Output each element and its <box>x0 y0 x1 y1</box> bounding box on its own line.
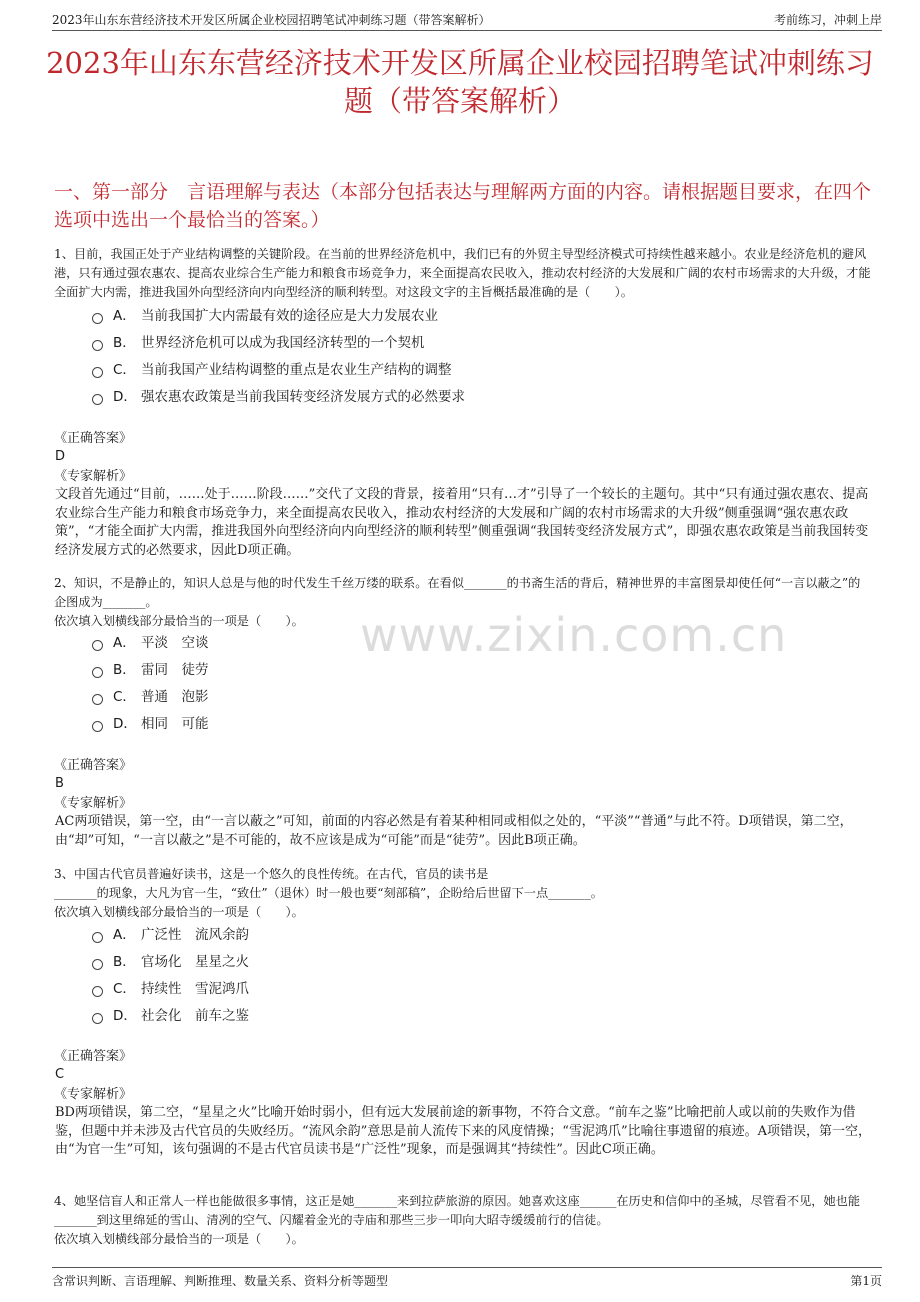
radio-icon[interactable] <box>92 959 103 970</box>
radio-icon[interactable] <box>92 694 103 705</box>
question-2-stem: 2、知识，不是静止的，知识人总是与他的时代发生千丝万缕的联系。在看似_______的书斋生活的背后，精神世界的丰富图景却使任何“一言以蔽之”的企图成为_______。 依次填入划横线部分最恰当的一项是（ ）。 <box>54 576 861 628</box>
question-3-option-d[interactable]: D． 社会化 前车之鉴 <box>92 1005 249 1027</box>
radio-icon[interactable] <box>92 721 103 732</box>
question-2-option-c[interactable]: C． 普通 泡影 <box>92 686 209 708</box>
question-1-stem: 1、目前，我国正处于产业结构调整的关键阶段。在当前的世界经济危机中，我们已有的外贸主导型经济模式可持续性越来越小。农业是经济危机的避风港，只有通过强农惠农、提高农业综合生产能力和粮食市场竞争力，来全面提高农民收入，推动农村经济的大发展和广阔的农村市场需求的大升级，才能全面扩大内需，推进我国外向型经济向内向型经济的顺利转型。对这段文字的主旨概括最准确的是（ ）。 <box>54 247 871 299</box>
document-title: 2023年山东东营经济技术开发区所属企业校园招聘笔试冲刺练习题（带答案解析） <box>46 46 874 118</box>
question-3-option-b[interactable]: B． 官场化 星星之火 <box>92 951 249 973</box>
radio-icon[interactable] <box>92 394 103 405</box>
question-3-stem: 3、中国古代官员普遍好读书，这是一个悠久的良性传统。在古代，官员的读书是 _______的现象，大凡为官一生，“致仕”（退休）时一般也要“刻部稿”，企盼给后世留下一点_______。 依次填入划横线部分最恰当的一项是（ ）。 <box>54 867 603 919</box>
radio-icon[interactable] <box>92 932 103 943</box>
answer-label: 《正确答案》 <box>54 1049 133 1064</box>
question-3-answer: C <box>55 1067 65 1082</box>
question-1-option-a[interactable]: A． 当前我国扩大内需最有效的途径应是大力发展农业 <box>92 305 438 327</box>
radio-icon[interactable] <box>92 313 103 324</box>
radio-icon[interactable] <box>92 667 103 678</box>
section-heading: 一、第一部分 言语理解与表达（本部分包括表达与理解两方面的内容。请根据题目要求，在四个选项中选出一个最恰当的答案。） <box>54 181 872 231</box>
radio-icon[interactable] <box>92 1013 103 1024</box>
page-number: 第1页 <box>850 1274 882 1288</box>
radio-icon[interactable] <box>92 340 103 351</box>
watermark: www.zixin.com.cn <box>360 608 788 662</box>
header-doc-title: 2023年山东东营经济技术开发区所属企业校园招聘笔试冲刺练习题（带答案解析） <box>52 13 491 27</box>
page-header <box>52 8 882 31</box>
question-1-option-d[interactable]: D． 强农惠农政策是当前我国转变经济发展方式的必然要求 <box>92 386 465 408</box>
question-4-stem: 4、她坚信盲人和正常人一样也能做很多事情，这正是她_______来到拉萨旅游的原因。她喜欢这座______在历史和信仰中的圣城，尽管看不见，她也能_______到这里绵延的雪山、清冽的空气、闪耀着金光的寺庙和那些三步一叩向大昭寺缓缓前行的信徒。 依次填入划横线部分最恰当的一项是（ ）。 <box>54 1194 861 1246</box>
question-3-analysis: BD两项错误，第二空，“星星之火”比喻开始时弱小，但有远大发展前途的新事物，不符合文意。“前车之鉴”比喻把前人或以前的失败作为借鉴，但题中并未涉及古代官员的失败经历。“流风余韵”意思是前人流传下来的风度情操；“雪泥鸿爪”比喻往事遗留的痕迹。A项错误，第一空，由“为官一生”可知，该句强调的不是古代官员读书是“广泛性”现象，而是强调其“持续性”。因此C项正确。 <box>55 1105 871 1157</box>
question-1-analysis: 文段首先通过“目前，……处于……阶段……”交代了文段的背景，接着用“只有…才”引导了一个较长的主题句。其中“只有通过强农惠农、提高农业综合生产能力和粮食市场竞争力，来全面提高农民收入，推动农村经济的大发展和广阔的农村市场需求的大升级”侧重强调“强农惠农政策”，“才能全面扩大内需，推进我国外向型经济向内向型经济的顺利转型”侧重强调“我国转变经济发展方式”，即强农惠农政策是当前我国转变经济发展方式的必然要求，因此D项正确。 <box>55 487 869 558</box>
header-slogan: 考前练习，冲刺上岸 <box>773 13 882 27</box>
answer-label: 《正确答案》 <box>54 758 133 773</box>
question-2-analysis: AC两项错误，第一空，由“一言以蔽之”可知，前面的内容必然是有着某种相同或相似之处的，“平淡”“普通”与此不符。D项错误，第二空，由“却”可知，“一言以蔽之”是不可能的，故不应该是成为“可能”而是“徒劳”。因此B项正确。 <box>55 814 853 848</box>
answer-label: 《正确答案》 <box>54 431 133 446</box>
question-2-option-b[interactable]: B． 雷同 徒劳 <box>92 659 209 681</box>
question-1-answer: D <box>55 449 66 464</box>
radio-icon[interactable] <box>92 640 103 651</box>
question-3-option-a[interactable]: A． 广泛性 流风余韵 <box>92 924 249 946</box>
question-2-option-a[interactable]: A． 平淡 空谈 <box>92 632 209 654</box>
page-footer <box>52 1267 882 1288</box>
analysis-label: 《专家解析》 <box>54 1087 133 1102</box>
question-3-option-c[interactable]: C． 持续性 雪泥鸿爪 <box>92 978 249 1000</box>
analysis-label: 《专家解析》 <box>54 469 133 484</box>
radio-icon[interactable] <box>92 986 103 997</box>
question-1-option-c[interactable]: C． 当前我国产业结构调整的重点是农业生产结构的调整 <box>92 359 452 381</box>
radio-icon[interactable] <box>92 367 103 378</box>
footer-description: 含常识判断、言语理解、判断推理、数量关系、资料分析等题型 <box>52 1274 389 1288</box>
analysis-label: 《专家解析》 <box>54 796 133 811</box>
question-2-answer: B <box>55 776 64 791</box>
question-1-option-b[interactable]: B． 世界经济危机可以成为我国经济转型的一个契机 <box>92 332 425 354</box>
question-2-option-d[interactable]: D． 相同 可能 <box>92 713 209 735</box>
